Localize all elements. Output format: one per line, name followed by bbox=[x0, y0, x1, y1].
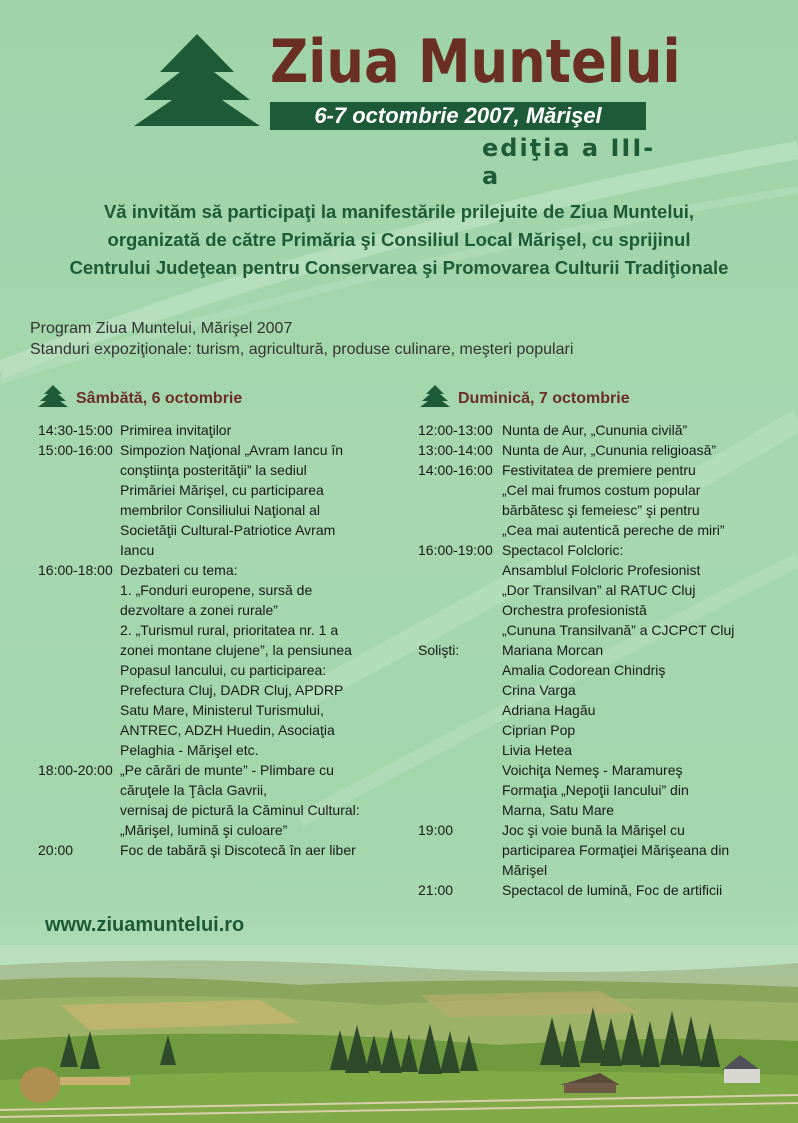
schedule-time: 18:00-20:00 bbox=[38, 762, 113, 778]
schedule-line: membrilor Consiliului Naţional al bbox=[120, 502, 320, 518]
schedule-line: zonei montane clujene”, la pensiunea bbox=[120, 642, 352, 658]
pine-tree-icon bbox=[420, 385, 450, 407]
schedule-line: „Dor Transilvan” al RATUC Cluj bbox=[502, 582, 696, 598]
schedule-line: Orchestra profesionistă bbox=[502, 602, 647, 618]
schedule-description bbox=[120, 420, 383, 440]
date-banner: 6-7 octombrie 2007, Mărişel bbox=[270, 102, 646, 130]
schedule-line: Mărişel bbox=[502, 862, 548, 878]
schedule-item bbox=[418, 420, 788, 440]
schedule-time: 13:00-14:00 bbox=[418, 442, 493, 458]
schedule-time: 21:00 bbox=[418, 882, 454, 898]
schedule-line: Nunta de Aur, „Cununia religioasă” bbox=[502, 442, 717, 458]
schedule-time: Solişti: bbox=[418, 642, 460, 658]
sunday-heading-label: Duminică, 7 octombrie bbox=[458, 390, 630, 407]
schedule-line: Livia Hetea bbox=[502, 742, 573, 758]
schedule-line: căruţele la Ţâcla Gavrii, bbox=[120, 782, 268, 798]
saturday-schedule bbox=[38, 420, 383, 860]
schedule-line: Spectacol de lumină, Foc de artificii bbox=[502, 882, 723, 898]
schedule-line: Joc şi voie bună la Mărişel cu bbox=[502, 822, 685, 838]
schedule-item bbox=[418, 440, 788, 460]
invitation-line: organizată de către Primăria şi Consiliul Local Mărişel, cu sprijinul bbox=[107, 229, 691, 250]
schedule-line: „Cea mai autentică pereche de miri” bbox=[502, 522, 725, 538]
schedule-line: „Pe cărări de munte” - Plimbare cu bbox=[120, 762, 334, 778]
schedule-description bbox=[502, 880, 788, 900]
sunday-heading bbox=[420, 385, 630, 408]
schedule-item bbox=[418, 640, 788, 820]
schedule-time: 14:30-15:00 bbox=[38, 422, 113, 438]
schedule-line: Spectacol Folcloric: bbox=[502, 542, 624, 558]
schedule-line: vernisaj de pictură la Căminul Cultural: bbox=[120, 802, 360, 818]
schedule-item bbox=[38, 560, 383, 760]
schedule-line: Satu Mare, Ministerul Turismului, bbox=[120, 702, 324, 718]
schedule-time: 20:00 bbox=[38, 842, 74, 858]
schedule-time: 16:00-19:00 bbox=[418, 542, 493, 558]
saturday-heading-label: Sâmbătă, 6 octombrie bbox=[76, 390, 243, 407]
schedule-item bbox=[38, 440, 383, 560]
schedule-line: Crina Varga bbox=[502, 682, 576, 698]
schedule-item bbox=[418, 540, 788, 640]
schedule-line: Ciprian Pop bbox=[502, 722, 576, 738]
schedule-line: Adriana Hagău bbox=[502, 702, 596, 718]
edition-label: ediţia a III-a bbox=[482, 134, 656, 190]
schedule-line: Voichiţa Nemeş - Maramureş bbox=[502, 762, 683, 778]
schedule-line: Societăţii Cultural-Patriotice Avram bbox=[120, 522, 336, 538]
schedule-line: Amalia Codorean Chindriş bbox=[502, 662, 666, 678]
sunday-schedule bbox=[418, 420, 788, 900]
schedule-line: Formaţia „Nepoţii Iancului” din bbox=[502, 782, 689, 798]
invitation-line: Vă invităm să participaţi la manifestările prilejuite de Ziua Muntelui, bbox=[103, 201, 695, 222]
schedule-item bbox=[38, 840, 383, 860]
schedule-line: Iancu bbox=[120, 542, 155, 558]
schedule-description bbox=[502, 460, 788, 540]
schedule-line: Simpozion Naţional „Avram Iancu în bbox=[120, 442, 344, 458]
schedule-item bbox=[38, 760, 383, 840]
website-url[interactable]: www.ziuamuntelui.ro bbox=[45, 914, 245, 936]
schedule-description bbox=[502, 440, 788, 460]
schedule-line: Primăriei Mărişel, cu participarea bbox=[120, 482, 324, 498]
invitation-text bbox=[20, 198, 778, 282]
schedule-line: Nunta de Aur, „Cununia civilă” bbox=[502, 422, 688, 438]
schedule-description bbox=[120, 440, 383, 560]
schedule-line: Pelaghia - Mărişel etc. bbox=[120, 742, 259, 758]
schedule-line: Mariana Morcan bbox=[502, 642, 604, 658]
schedule-line: conştiinţa posterităţii” la sediul bbox=[120, 462, 307, 478]
schedule-time: 15:00-16:00 bbox=[38, 442, 113, 458]
schedule-description bbox=[502, 820, 788, 880]
pine-tree-icon bbox=[132, 32, 262, 132]
schedule-line: ANTREC, ADZH Huedin, Asociaţia bbox=[120, 722, 335, 738]
schedule-line: Popasul Iancului, cu participarea: bbox=[120, 662, 327, 678]
program-stands: Standuri expoziţionale: turism, agricultură, produse culinare, meşteri populari bbox=[30, 341, 574, 358]
schedule-description bbox=[120, 760, 383, 840]
mountain-landscape-image bbox=[0, 945, 798, 1123]
schedule-time: 14:00-16:00 bbox=[418, 462, 493, 478]
saturday-heading bbox=[38, 385, 242, 408]
schedule-description bbox=[502, 540, 788, 640]
schedule-line: Primirea invitaţilor bbox=[120, 422, 232, 438]
schedule-description bbox=[120, 840, 383, 860]
schedule-item bbox=[418, 820, 788, 880]
schedule-line: „Cel mai frumos costum popular bbox=[502, 482, 701, 498]
schedule-line: 2. „Turismul rural, prioritatea nr. 1 a bbox=[120, 622, 339, 638]
header bbox=[130, 27, 681, 190]
schedule-item bbox=[418, 880, 788, 900]
schedule-line: Foc de tabără şi Discotecă în aer liber bbox=[120, 842, 356, 858]
schedule-description bbox=[502, 640, 788, 820]
schedule-description bbox=[502, 420, 788, 440]
page-title: Ziua Muntelui bbox=[270, 27, 681, 97]
schedule-line: Dezbateri cu tema: bbox=[120, 562, 238, 578]
schedule-description bbox=[120, 560, 383, 760]
schedule-line: „Cununa Transilvană” a CJCPCT Cluj bbox=[502, 622, 735, 638]
schedule-line: „Mărişel, lumină şi culoare” bbox=[120, 822, 288, 838]
schedule-item bbox=[418, 460, 788, 540]
schedule-line: participarea Formaţiei Mărişeana din bbox=[502, 842, 730, 858]
schedule-line: bărbătesc şi femeiesc” şi pentru bbox=[502, 502, 700, 518]
pine-tree-icon bbox=[38, 385, 68, 407]
schedule-line: 1. „Fonduri europene, sursă de bbox=[120, 582, 313, 598]
schedule-line: Prefectura Cluj, DADR Cluj, APDRP bbox=[120, 682, 344, 698]
schedule-item bbox=[38, 420, 383, 440]
schedule-time: 16:00-18:00 bbox=[38, 562, 113, 578]
schedule-line: Marna, Satu Mare bbox=[502, 802, 615, 818]
invitation-line: Centrului Judeţean pentru Conservarea şi Promovarea Culturii Tradiţionale bbox=[69, 257, 729, 278]
program-title: Program Ziua Muntelui, Mărişel 2007 bbox=[30, 320, 293, 337]
schedule-line: Festivitatea de premiere pentru bbox=[502, 462, 696, 478]
schedule-line: dezvoltare a zonei rurale” bbox=[120, 602, 278, 618]
schedule-line: Ansamblul Folcloric Profesionist bbox=[502, 562, 701, 578]
schedule-time: 12:00-13:00 bbox=[418, 422, 493, 438]
program-intro bbox=[30, 318, 573, 360]
schedule-time: 19:00 bbox=[418, 822, 454, 838]
